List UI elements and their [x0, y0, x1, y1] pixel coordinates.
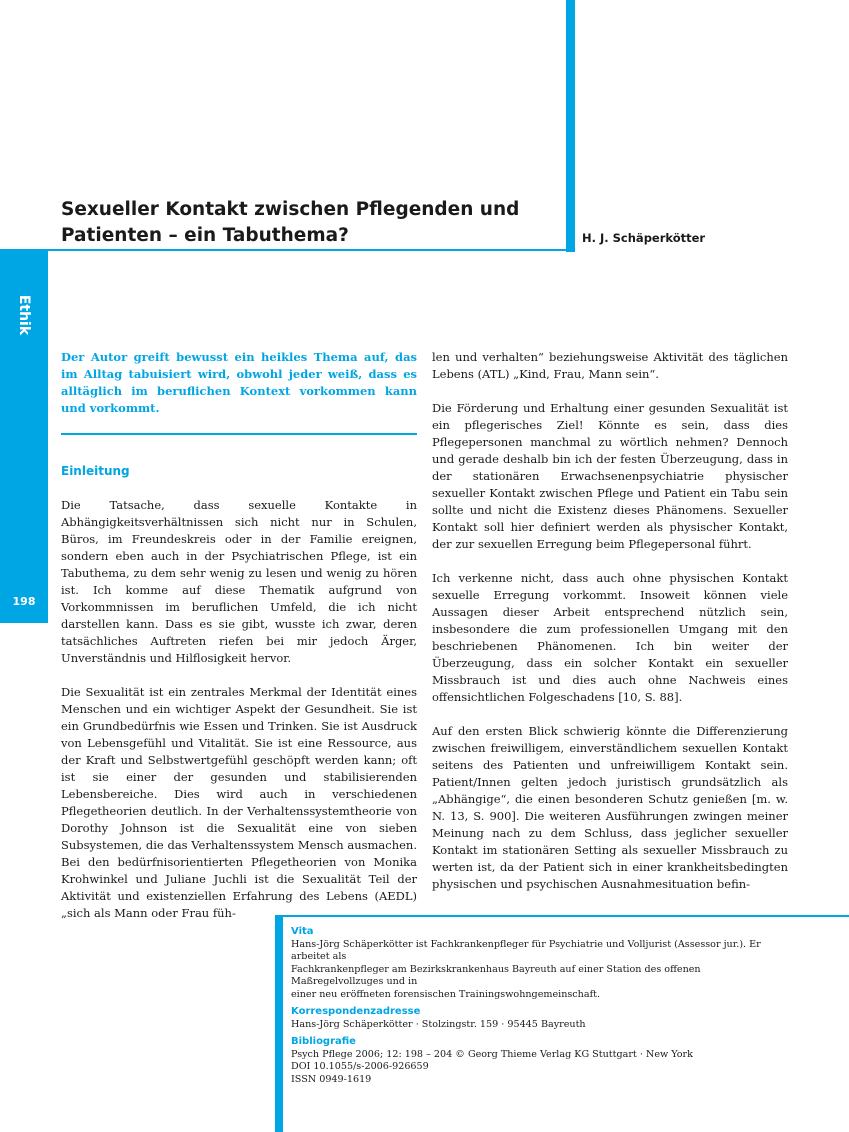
body-paragraph: len und verhalten“ beziehungsweise Aktivität des täglichen Lebens (ATL) „Kind, Frau, Mann sein“. [432, 350, 788, 381]
issn-line: ISSN 0949-1619 [291, 1073, 372, 1085]
body-paragraph: Die Tatsache, dass sexuelle Kontakte in Abhängigkeitsverhältnissen sich nicht nur in Schulen, Büros, im Freundeskreis oder in der Familie ereignen, sondern eben auch in der Psychiatrischen Pflege, ist ein Tabuthema, zu dem sehr wenig zu lesen und wenig zu hören ist. Ich komme auf diese Thematik aufgrund von Vorkommnissen im beruflichen Umfeld, die ich nicht darstellen kann. Dass es sie gibt, wusste ich zwar, deren tatsächliches Auftreten riefen bei mir jedoch Ärger, Unverständnis und Hilflosigkeit hervor. [61, 497, 417, 665]
bibliography-block [291, 1036, 796, 1086]
vita-heading: Vita [291, 926, 314, 937]
address-heading: Korrespondenzadresse [291, 1006, 421, 1017]
title-line-2: Patienten – ein Tabuthema? [61, 225, 349, 246]
header-accent-bar [566, 0, 575, 252]
section-heading-einleitung: Einleitung [61, 463, 130, 478]
lead-divider [61, 433, 417, 435]
body-paragraph: Auf den ersten Blick schwierig könnte die Differenzierung zwischen freiwilligem, einverständlichem sexuellen Kontakt seitens des Patienten und unfreiwilligem Kontakt sein. Patient/Innen gelten jedoch juristisch grundsätzlich als „Abhängige“, die einen besonderen Schutz genießen [m. w. N. 13, S. 900]. Die weiteren Ausführungen zwingen meiner Meinung nach zu dem Schluss, dass jeglicher sexueller Kontakt im stationären Setting als sexueller Missbrauch zu werten ist, da der Patient sich in einer krankheitsbedingten physischen und psychischen Ausnahmesituation befin- [432, 724, 788, 891]
page-number: 198 [12, 595, 36, 608]
vita-line: Hans-Jörg Schäperkötter ist Fachkrankenpfleger für Psychiatrie und Volljurist (Assessor jur.). Er arbeitet als [291, 938, 761, 962]
right-column [432, 349, 788, 910]
info-box-rule [283, 915, 849, 917]
left-column [61, 349, 417, 939]
section-label: Ethik [16, 294, 32, 336]
title-rule [0, 249, 566, 251]
address-block [291, 1006, 796, 1031]
doi-line: DOI 10.1055/s-2006-926659 [291, 1061, 429, 1072]
author-name: H. J. Schäperkötter [582, 231, 706, 245]
body-paragraph: Ich verkenne nicht, dass auch ohne physischen Kontakt sexuelle Erregung vorkommt. Insoweit können viele Aussagen dieser Arbeit entsprechend nützlich sein, insbesondere die zum professionellen Umgang mit den beschriebenen Phänomenen. Ich bin weiter der Überzeugung, dass ein solcher Kontakt ein sexueller Missbrauch ist und dies auch ohne Nachweis eines offensichtlichen Folgeschadens [10, S. 88]. [432, 571, 788, 704]
lead-paragraph: Der Autor greift bewusst ein heikles Thema auf, das im Alltag tabuisiert wird, obwohl jeder weiß, dass es alltäglich im beruflichen Kontext vorkommen kann und vorkommt. [61, 350, 417, 415]
vita-line: Fachkrankenpfleger am Bezirkskrankenhaus Bayreuth auf einer Station des offenen Maßregelvollzuges und in [291, 963, 701, 987]
title-line-1: Sexueller Kontakt zwischen Pflegenden und [61, 199, 520, 220]
bibliography-heading: Bibliografie [291, 1036, 356, 1047]
bibliography-line: Psych Pflege 2006; 12: 198 – 204 © Georg Thieme Verlag KG Stuttgart · New York [291, 1048, 693, 1060]
body-paragraph: Die Förderung und Erhaltung einer gesunden Sexualität ist ein pflegerisches Ziel! Könnte es sein, dass dies Pflegepersonen manchmal zu wörtlich nehmen? Dennoch und gerade deshalb bin ich der festen Überzeugung, dass in der stationären Erwachsenenpsychiatrie physischer sexueller Kontakt zwischen Pflege und Patient ein Tabu sein sollte und nicht die Existenz dieses Phänomens. Sexueller Kontakt soll hier definiert werden als physischer Kontakt, der zur sexuellen Erregung beim Pflegepersonal führt. [432, 401, 788, 551]
info-box [291, 926, 796, 1091]
body-paragraph: Die Sexualität ist ein zentrales Merkmal der Identität eines Menschen und ein wichtiger Aspekt der Gesundheit. Sie ist ein Grundbedürfnis wie Essen und Trinken. Sie ist Ausdruck von Lebensgefühl und Vitalität. Sie ist eine Ressource, aus der Kraft und Selbstwertgefühl geschöpft werden kann; oft ist sie einer der gesunden und stabilisierenden Lebensbereiche. Dies wird auch in verschiedenen Pflegetheorien deutlich. In der Verhaltenssystemtheorie von Dorothy Johnson ist die Sexualität eine von sieben Subsystemen, die das Verhaltenssystem Mensch ausmachen. Bei den bedürfnisorientierten Pflegetheorien von Monika Krohwinkel und Juliane Juchli ist die Sexualität Teil der Aktivität und existenziellen Erfahrung des Lebens (AEDL) „sich als Mann oder Frau füh- [61, 684, 417, 920]
info-box-bar [275, 915, 283, 1132]
address-line: Hans-Jörg Schäperkötter · Stolzingstr. 159 · 95445 Bayreuth [291, 1018, 586, 1030]
article-title [61, 197, 531, 249]
vita-line: einer neu eröffneten forensischen Trainingswohngemeinschaft. [291, 988, 601, 1000]
vita-block [291, 926, 796, 1001]
